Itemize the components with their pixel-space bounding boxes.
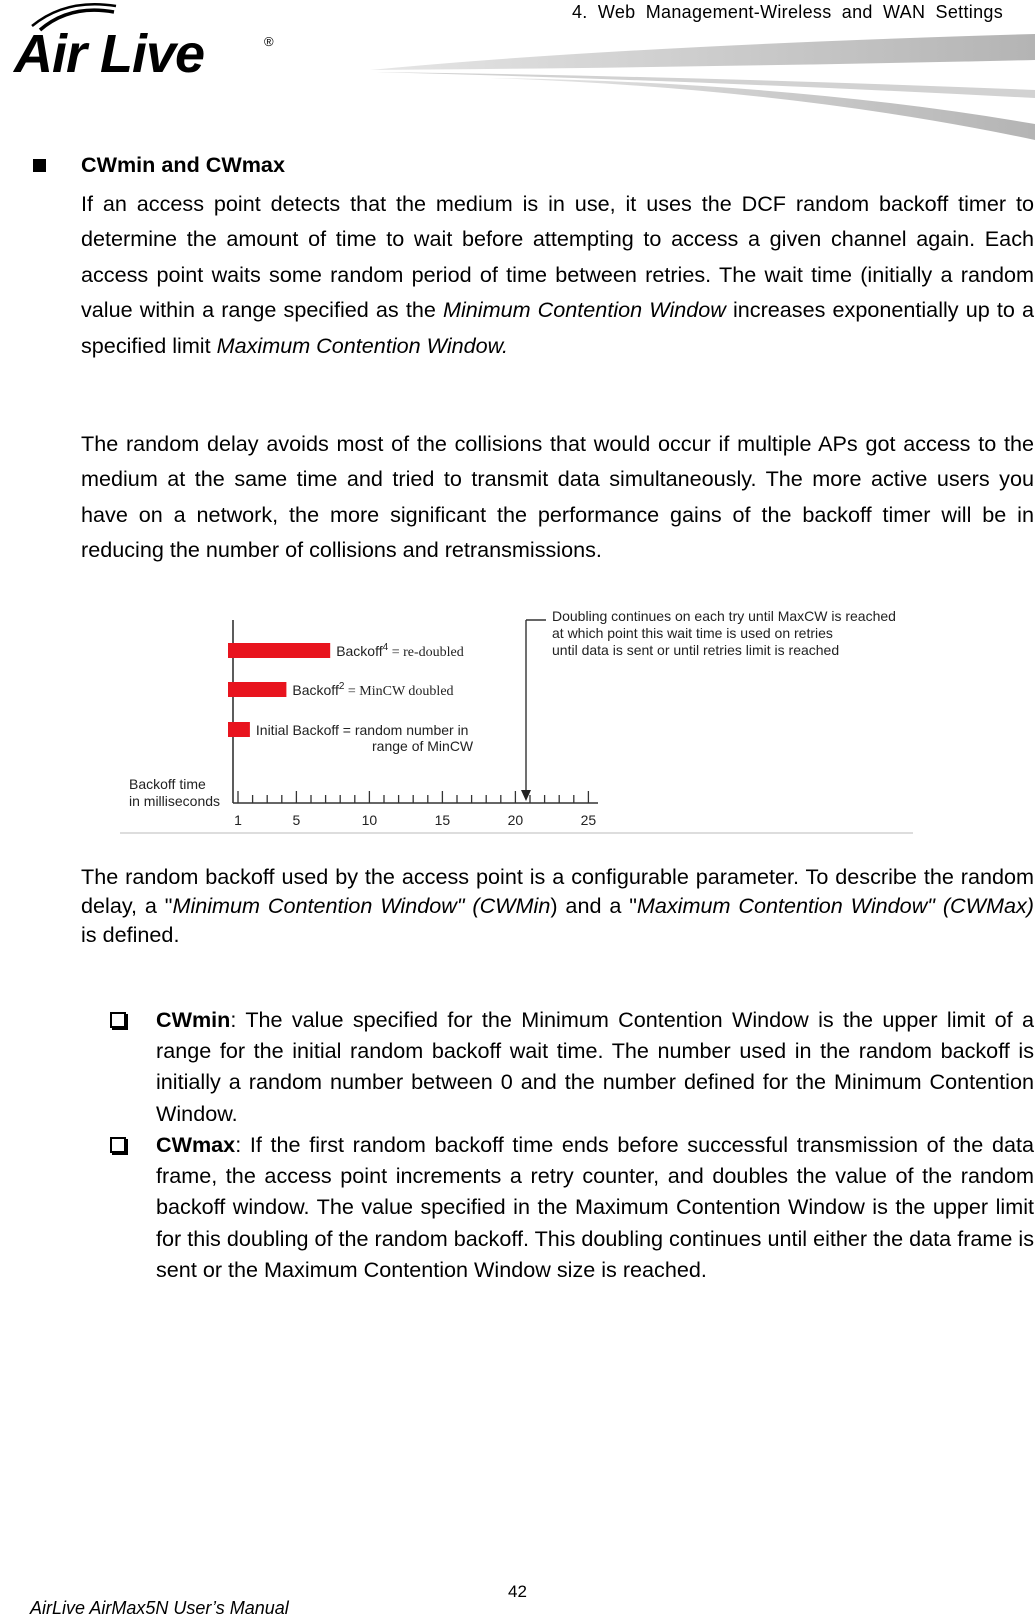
figure-tick-label: 20	[507, 812, 524, 828]
figure-tick-label: 5	[292, 812, 301, 828]
figure-ylabel-line2: in milliseconds	[129, 793, 221, 809]
figure-ylabel-line1: Backoff time	[129, 776, 206, 792]
section-title: CWmin and CWmax	[81, 152, 285, 177]
checkbox-bullet-icon	[110, 1012, 126, 1028]
airlive-logo	[10, 2, 290, 82]
figure-bar-label: Backoff$^2$ = MinCW doubled	[292, 681, 454, 699]
figure-bars	[228, 642, 474, 754]
checkbox-bullet-icon	[110, 1137, 126, 1153]
figure-bar	[228, 682, 286, 697]
figure-note-line1: Doubling continues on each try until MaxCW is reached	[552, 608, 896, 624]
figure-bar	[228, 722, 250, 737]
figure-tick-label: 1	[234, 812, 242, 828]
definition-cwmin: CWmin: The value specified for the Minimum Contention Window is the upper limit of a range for the initial random backoff wait time. The number used in the random backoff is initially a random number between 0 and the number defined for the Minimum Contention Window.	[156, 1007, 1034, 1126]
logo-text: Air Live	[14, 24, 205, 82]
figure-note-line3: until data is sent or until retries limit is reached	[552, 642, 840, 658]
figure-tick-label: 15	[434, 812, 451, 828]
figure-bar-label: Backoff$^4$ = re-doubled	[336, 642, 464, 660]
paragraph-dcf-backoff: If an access point detects that the medium is in use, it uses the DCF random backoff timer to determine the amount of time to wait before attempting to access a given channel again. Each access point waits some random period of time between retries. The wait time (initially a random value within a range specified as the Minimum Contention Window increases exponentially up to a specified limit Maximum Contention Window.	[81, 191, 1034, 358]
figure-bar-label: Initial Backoff = random number in	[255, 722, 469, 738]
paragraph-configurable: The random backoff used by the access point is a configurable parameter. To describe the random delay, a "Minimum Contention Window" (CWMin) and a "Maximum Contention Window" (CWMax) is defined.	[81, 864, 1034, 947]
figure-note-line2: at which point this wait time is used on retries	[552, 625, 833, 641]
figure-bar-label-line2: range of MinCW	[372, 738, 474, 754]
section-bullet-icon	[33, 159, 46, 172]
definition-cwmax: CWmax: If the first random backoff time ends before successful transmission of the data frame, the access point increments a retry counter, and doubles the value of the random backoff window. The value specified in the Maximum Contention Window is the upper limit for this doubling of the random backoff. This doubling continues until either the data frame is sent or the Maximum Contention Window size is reached.	[156, 1132, 1034, 1282]
footer-manual-title: AirLive AirMax5N User’s Manual	[30, 1598, 289, 1618]
figure-tick-labels	[234, 812, 596, 828]
figure-tick-label: 10	[361, 812, 378, 828]
chapter-heading: 4. Web Management-Wireless and WAN Settings	[571, 2, 1003, 22]
figure-ticks	[238, 791, 588, 803]
header-swoosh-graphic	[370, 28, 1035, 146]
figure-tick-label: 25	[580, 812, 597, 828]
paragraph-random-delay: The random delay avoids most of the collisions that would occur if multiple APs got access to the medium at the same time and tried to transmit data simultaneously. The more active users you have on a network, the more significant the performance gains of the backoff timer will be in reducing the number of collisions and retransmissions.	[81, 431, 1034, 563]
figure-bar	[228, 643, 330, 658]
registered-mark: ®	[264, 34, 274, 49]
page-number: 42	[508, 1582, 527, 1601]
backoff-figure	[120, 605, 945, 835]
